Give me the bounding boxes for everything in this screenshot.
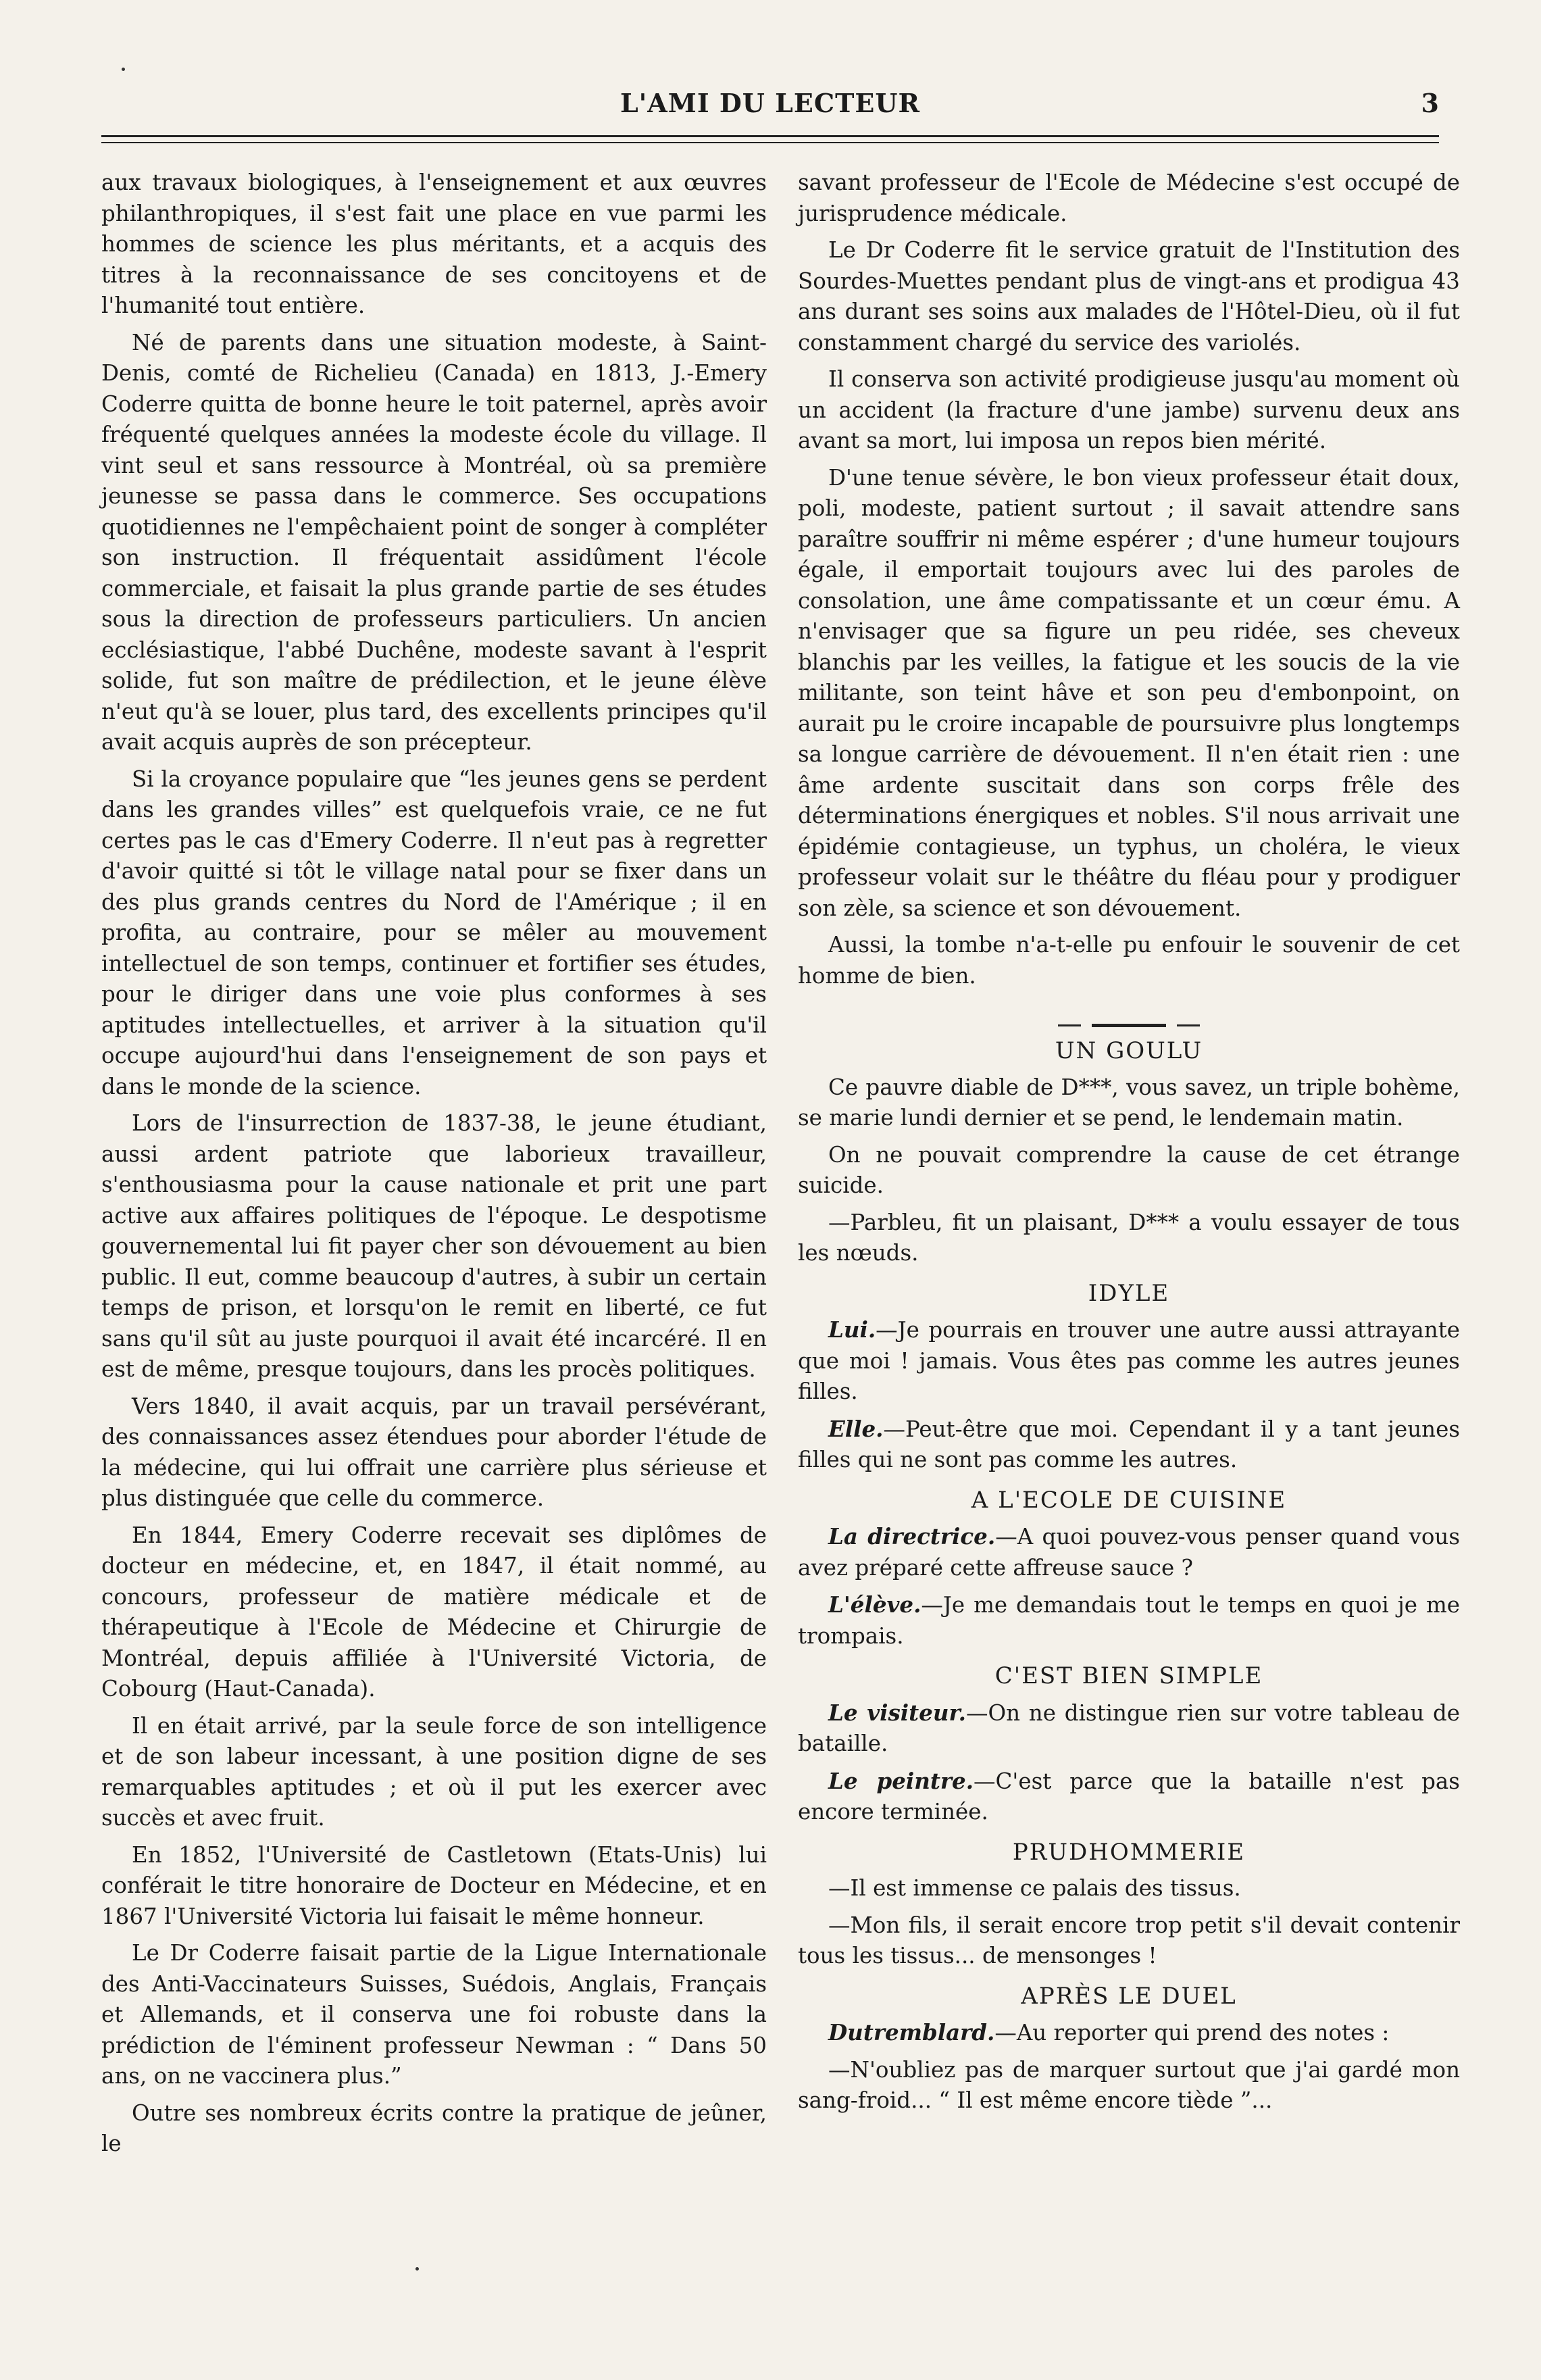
speech: —Peut-être que moi. Cependant il y a tant jeunes filles qui ne sont pas comme les autres. [798,1416,1460,1472]
dialogue-line [798,1521,1460,1583]
left-column [101,168,767,2166]
dialogue-line [798,1697,1460,1760]
dialogue-line [798,1589,1460,1652]
speech: —Je me demandais tout le temps en quoi je me trompais. [798,1592,1460,1649]
speech: —On ne distingue rien sur votre tableau de bataille. [798,1700,1460,1756]
margin-speck [122,68,125,71]
speech: —Je pourrais en trouver une autre aussi attrayante que moi ! jamais. Vous êtes pas comme les autres jeunes filles. [798,1317,1460,1404]
paragraph: Aussi, la tombe n'a-t-elle pu enfouir le souvenir de cet homme de bien. [798,932,1460,989]
speaker: Elle. [828,1415,884,1442]
speaker: Lui. [828,1316,876,1343]
page-header [101,88,1439,142]
paragraph: En 1844, Emery Coderre recevait ses diplômes de docteur en médecine, et, en 1847, il était nommé, au concours, professeur de matière médicale et de thérapeutique à l'Ecole de Médecine et Chirurgie de Montréal, depuis affiliée à l'Université Victoria, de Cobourg (Haut-Canada). [101,1522,767,1702]
section-divider [798,1009,1460,1022]
running-title: L'AMI DU LECTEUR [620,88,921,118]
paragraph: En 1852, l'Université de Castletown (Etats-Unis) lui conférait le titre honoraire de Docteur en Médecine, et en 1867 l'Université Victoria lui faisait le même honneur. [101,1841,767,1929]
paragraph: Vers 1840, il avait acquis, par un travail persévérant, des connaissances assez étendues pour aborder l'étude de la médecine, qui lui offrait une carrière plus sérieuse et plus distinguée que celle du commerce. [101,1393,767,1511]
dialogue-line [798,1314,1460,1408]
page-number: 3 [1421,88,1439,118]
paragraph: Outre ses nombreux écrits contre la pratique de jeûner, le [101,2100,767,2156]
paragraph: —N'oubliez pas de marquer surtout que j'ai gardé mon sang-froid... “ Il est même encore tiède ”... [798,2056,1460,2113]
speech: —Au reporter qui prend des notes : [994,2020,1390,2046]
paragraph: savant professeur de l'Ecole de Médecine s'est occupé de jurisprudence médicale. [798,170,1460,226]
paragraph: On ne pouvait comprendre la cause de cet étrange suicide. [798,1141,1460,1198]
speaker: Dutremblard. [828,2019,995,2046]
paragraph: Ce pauvre diable de D***, vous savez, un triple bohème, se marie lundi dernier et se pend, le lendemain matin. [798,1074,1460,1131]
paragraph: —Mon fils, il serait encore trop petit s'il devait contenir tous les tissus... de mensonges ! [798,1912,1460,1968]
paragraph: Il en était arrivé, par la seule force de son intelligence et de son labeur incessant, à une position digne de ses remarquables aptitudes ; et où il put les exercer avec succès et avec fruit. [101,1712,767,1831]
dialogue-line [798,2017,1460,2049]
paragraph: Il conserva son activité prodigieuse jusqu'au moment où un accident (la fracture d'une jambe) survenu deux ans avant sa mort, lui imposa un repos bien mérité. [798,366,1460,453]
right-column [798,168,1460,2123]
dialogue-line [798,1766,1460,1828]
section-heading-idyle: IDYLE [1088,1279,1170,1307]
section-heading-simple: C'EST BIEN SIMPLE [994,1662,1263,1689]
paragraph: Né de parents dans une situation modeste, à Saint-Denis, comté de Richelieu (Canada) en 1813, J.-Emery Coderre quitta de bonne heure le toit paternel, après avoir fréquenté quelques années la modeste école du village. Il vint seul et sans ressource à Montréal, où sa première jeunesse se passa dans le commerce. Ses occupations quotidiennes ne l'empêchaient point de songer à compléter son instruction. Il fréquentait assidûment l'école commerciale, et faisait la plus grande partie de ses études sous la direction de professeurs particuliers. Un ancien ecclésiastique, l'abbé Duchêne, modeste savant à l'esprit solide, fut son maître de prédilection, et le jeune élève n'eut qu'à se louer, plus tard, des excellents principes qu'il avait acquis auprès de son précepteur. [101,329,767,755]
header-rule-top [101,135,1439,137]
paragraph: aux travaux biologiques, à l'enseignement et aux œuvres philanthropiques, il s'est fait une place en vue parmi les hommes de science les plus méritants, et a acquis des titres à la reconnaissance de ses concitoyens et de l'humanité tout entière. [101,170,767,318]
section-heading-cuisine: A L'ECOLE DE CUISINE [971,1486,1287,1514]
margin-speck [415,2267,419,2271]
paragraph: Si la croyance populaire que “les jeunes gens se perdent dans les grandes villes” est quelquefois vraie, ce ne fut certes pas le cas d'Emery Coderre. Il n'eut pas à regretter d'avoir quitté si tôt le village natal pour se fixer dans un des plus grands centres du Nord de l'Amérique ; il en profita, au contraire, pour se mêler au mouvement intellectuel de son temps, continuer et fortifier ses études, pour le diriger dans une voie plus conformes à ses aptitudes intellectuelles, et arriver à la situation qu'il occupe aujourd'hui dans l'enseignement de son pays et dans le monde de la science. [101,766,767,1099]
speech: —A quoi pouvez-vous penser quand vous avez préparé cette affreuse sauce ? [798,1524,1460,1581]
speaker: Le peintre. [828,1767,974,1794]
speaker: Le visiteur. [828,1699,966,1726]
section-heading-duel: APRÈS LE DUEL [1021,1982,1237,2010]
paragraph: Lors de l'insurrection de 1837-38, le jeune étudiant, aussi ardent patriote que laborieux travailleur, s'enthousiasma pour la cause nationale et prit une part active aux affaires politiques de l'époque. Le despotisme gouvernemental lui fit payer cher son dévouement au bien public. Il eut, comme beaucoup d'autres, à subir un certain temps de prison, et lorsqu'on le remit en liberté, ce fut sans qu'il sût au juste pourquoi il avait été incarcéré. Il en est de même, presque toujours, dans les procès politiques. [101,1110,767,1382]
speech: —C'est parce que la bataille n'est pas encore terminée. [798,1768,1460,1825]
paragraph: Le Dr Coderre fit le service gratuit de l'Institution des Sourdes-Muettes pendant plus de vingt-ans et prodigua 43 ans durant ses soins aux malades de l'Hôtel-Dieu, où il fut constamment chargé du service des variolés. [798,237,1460,355]
dialogue-line [798,1414,1460,1476]
header-rule-bottom [101,142,1439,143]
section-heading-prudhommerie: PRUDHOMMERIE [1012,1838,1246,1866]
speaker: La directrice. [828,1523,996,1550]
paragraph: D'une tenue sévère, le bon vieux professeur était doux, poli, modeste, patient surtout ; il savait attendre sans paraître souffrir ni même espérer ; d'une humeur toujours égale, il emportait toujours avec lui des paroles de consolation, une âme compatissante et un cœur ému. A n'envisager que sa figure un peu ridée, ses cheveux blanchis par les veilles, la fatigue et les soucis de la vie militante, son teint hâve et son peu d'embonpoint, on aurait pu le croire incapable de poursuivre plus longtemps sa longue carrière de dévouement. Il n'en était rien : une âme ardente suscitait dans son corps frêle des déterminations énergiques et nobles. S'il nous arrivait une épidémie contagieuse, un typhus, un choléra, le vieux professeur volait sur le théâtre du fléau pour y prodiguer son zèle, sa science et son dévouement. [798,464,1460,921]
section-heading-goulu: UN GOULU [1055,1037,1203,1064]
paragraph: Le Dr Coderre faisait partie de la Ligue Internationale des Anti-Vaccinateurs Suisses, Suédois, Anglais, Français et Allemands, et il conserva une foi robuste dans la prédiction de l'éminent professeur Newman : “ Dans 50 ans, on ne vaccinera plus.” [101,1940,767,2089]
paragraph: —Il est immense ce palais des tissus. [828,1875,1241,1901]
paragraph: —Parbleu, fit un plaisant, D*** a voulu essayer de tous les nœuds. [798,1209,1460,1266]
speaker: L'élève. [828,1591,921,1618]
